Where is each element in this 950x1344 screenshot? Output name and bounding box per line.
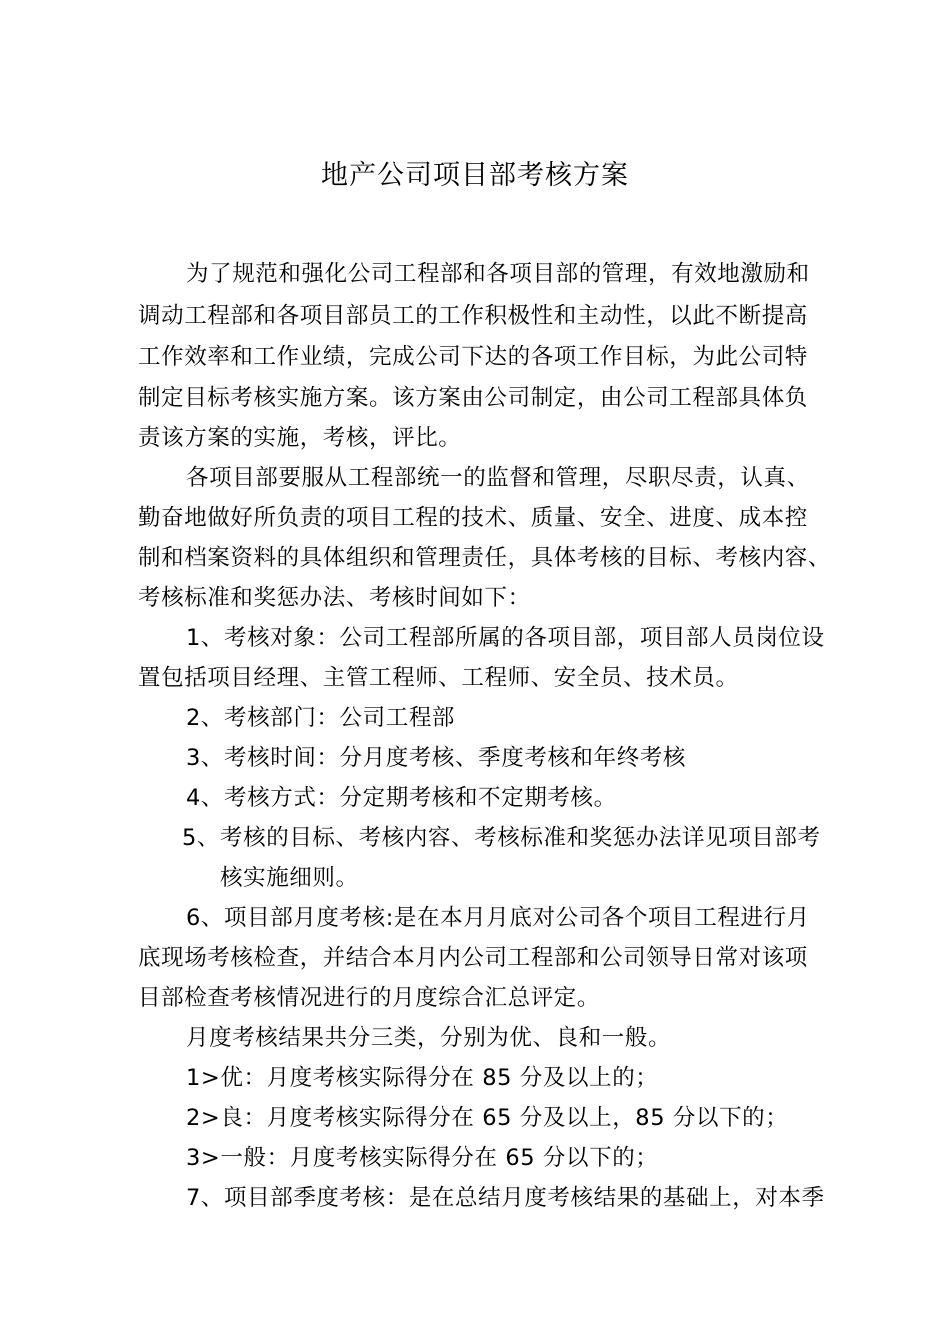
document-title: 地产公司项目部考核方案 — [321, 160, 629, 191]
text-line: 底现场考核检查，并结合本月内公司工程部和公司领导日常对该项 — [138, 945, 808, 971]
text-line: 各项目部要服从工程部统一的监督和管理，尽职尽责，认真、 — [186, 465, 810, 491]
list-item-2: 2、考核部门：公司工程部 — [186, 705, 456, 731]
text-line: 责该方案的实施，考核，评比。 — [138, 425, 462, 451]
text-line: 核实施细则。 — [220, 865, 359, 891]
text-line: 制和档案资料的具体组织和管理责任，具体考核的目标、考核内容、 — [138, 545, 832, 571]
text-line: 目部检查考核情况进行的月度综合汇总评定。 — [138, 985, 601, 1011]
rating-average: 3>一般：月度考核实际得分在 65 分以下的； — [186, 1145, 659, 1171]
rating-excellent: 1>优：月度考核实际得分在 85 分及以上的； — [186, 1065, 659, 1091]
list-item-4: 4、考核方式：分定期考核和不定期考核。 — [186, 785, 617, 811]
text-line: 勤奋地做好所负责的项目工程的技术、质量、安全、进度、成本控 — [138, 505, 808, 531]
text-line: 为了规范和强化公司工程部和各项目部的管理，有效地激励和 — [186, 261, 810, 287]
text-line: 制定目标考核实施方案。该方案由公司制定，由公司工程部具体负 — [138, 385, 808, 411]
list-item-5: 5、考核的目标、考核内容、考核标准和奖惩办法详见项目部考 — [182, 825, 821, 851]
text-line: 置包括项目经理、主管工程师、工程师、安全员、技术员。 — [138, 665, 739, 691]
list-item-7: 7、项目部季度考核：是在总结月度考核结果的基础上，对本季 — [186, 1185, 825, 1211]
rating-good: 2>良：月度考核实际得分在 65 分及以上，85 分以下的； — [186, 1105, 789, 1131]
text-line: 考核标准和奖惩办法、考核时间如下： — [138, 585, 531, 611]
list-item-1: 1、考核对象：公司工程部所属的各项目部，项目部人员岗位设 — [186, 625, 825, 651]
text-line: 月度考核结果共分三类，分别为优、良和一般。 — [186, 1025, 672, 1051]
text-line: 工作效率和工作业绩，完成公司下达的各项工作目标，为此公司特 — [138, 344, 808, 370]
list-item-6: 6、项目部月度考核:是在本月月底对公司各个项目工程进行月 — [186, 905, 810, 931]
text-line: 调动工程部和各项目部员工的工作积极性和主动性，以此不断提高 — [138, 303, 808, 329]
list-item-3: 3、考核时间：分月度考核、季度考核和年终考核 — [186, 745, 687, 771]
